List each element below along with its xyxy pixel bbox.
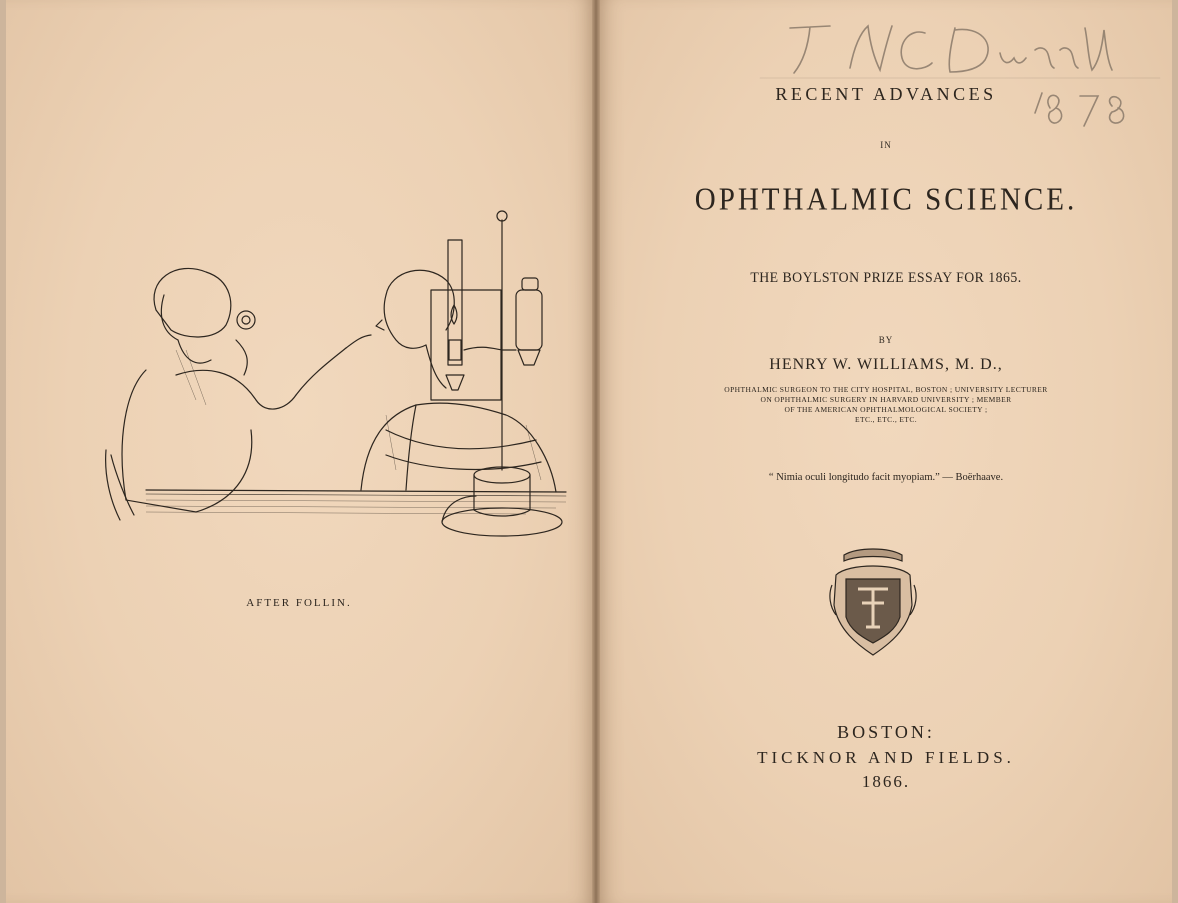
book-gutter <box>592 0 600 903</box>
title-line-2: OPHTHALMIC SCIENCE. <box>694 182 1078 218</box>
author-name: HENRY W. WILLIAMS, M. D., <box>769 356 1003 373</box>
author-credentials-line: OPHTHALMIC SURGEON TO THE CITY HOSPITAL, BOSTON ; UNIVERSITY LECTURER <box>724 385 1048 394</box>
title-line-1: RECENT ADVANCES <box>775 84 997 104</box>
left-page <box>6 0 592 903</box>
publisher-device-logo <box>828 545 918 660</box>
frontispiece-illustration <box>86 200 576 540</box>
author-credentials-line: ETC., ETC., ETC. <box>854 415 918 424</box>
right-page <box>600 0 1172 903</box>
imprint-year: 1866. <box>861 772 911 791</box>
handwritten-signature <box>750 8 1170 158</box>
by-line: BY <box>878 335 894 345</box>
imprint-publisher: TICKNOR AND FIELDS. <box>757 748 1015 767</box>
author-credentials-line: ON OPHTHALMIC SURGERY IN HARVARD UNIVERSITY ; MEMBER <box>760 395 1012 404</box>
imprint-city: BOSTON: <box>837 722 935 742</box>
epigraph: “ Nimia oculi longitudo facit myopiam.” — Boërhaave. <box>768 472 1004 483</box>
author-credentials-line: OF THE AMERICAN OPHTHALMOLOGICAL SOCIETY ; <box>784 405 988 414</box>
subtitle: THE BOYLSTON PRIZE ESSAY FOR 1865. <box>750 270 1022 286</box>
illustration-caption: AFTER FOLLIN. <box>246 597 352 609</box>
title-in: IN <box>880 140 892 150</box>
